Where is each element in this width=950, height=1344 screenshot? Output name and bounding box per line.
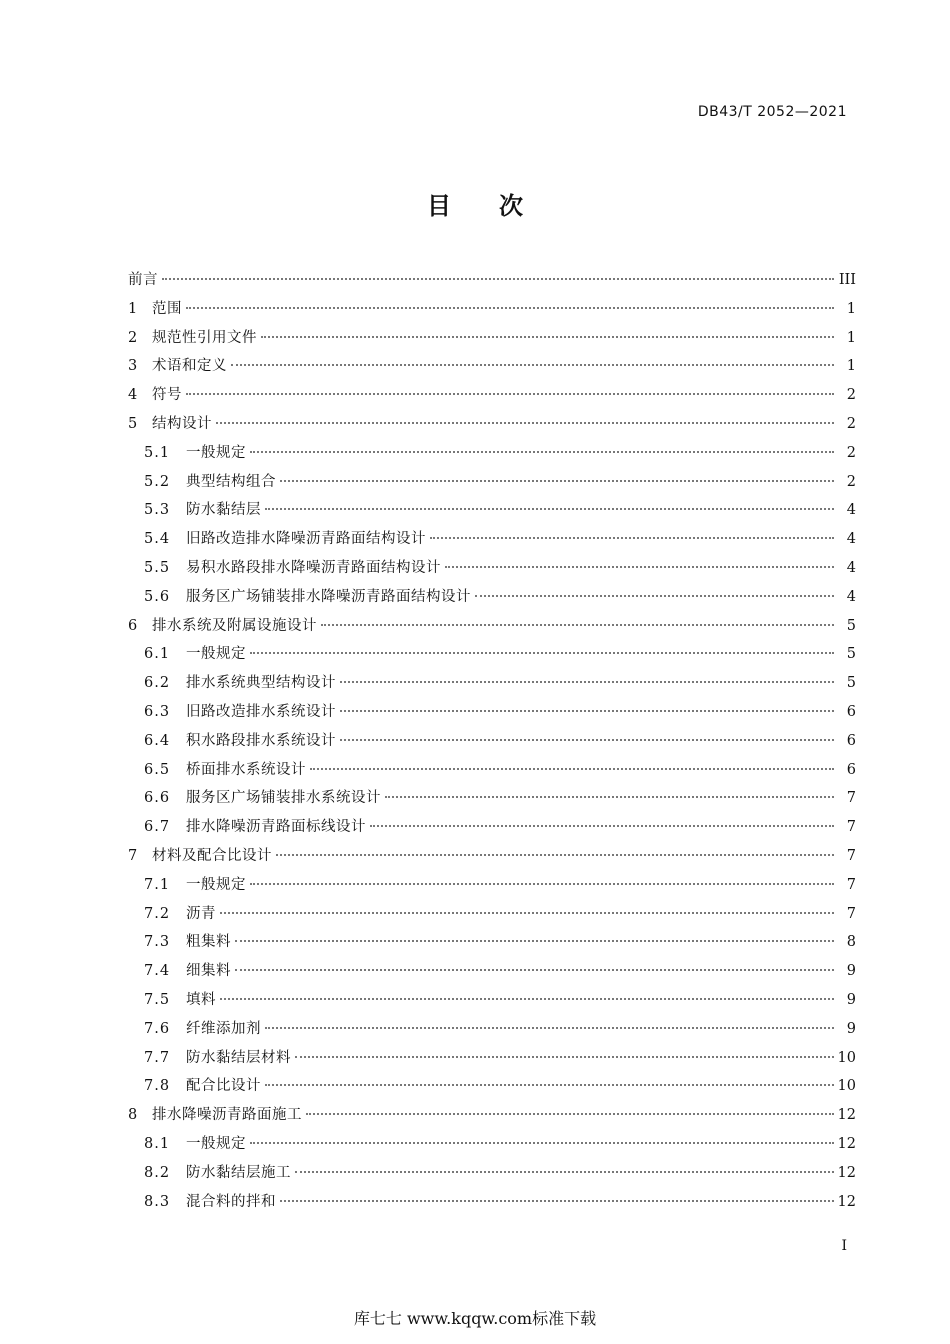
toc-entry-title: 填料 (186, 991, 216, 1008)
toc-entry-page: 7 (846, 847, 856, 864)
toc-entry-title: 前言 (128, 272, 158, 288)
toc-entry[interactable] (128, 1188, 856, 1217)
footer-watermark: 库七七 www.kqqw.com标准下载 (353, 1309, 597, 1328)
toc-entry[interactable] (128, 986, 856, 1015)
dot-leader (280, 1200, 834, 1202)
title-char-2: 次 (499, 192, 523, 220)
toc-entry-number: 6.7 (144, 819, 171, 836)
toc-entry[interactable] (128, 727, 856, 756)
toc-entry-number: 1 (128, 300, 138, 317)
toc-entry-page: 4 (846, 531, 856, 548)
toc-entry-page: 7 (846, 819, 856, 836)
toc-entry-number: 5.5 (144, 559, 171, 576)
toc-entry[interactable] (128, 756, 856, 785)
toc-entry-page: III (838, 272, 856, 288)
toc-entry[interactable] (128, 410, 856, 439)
toc-entry[interactable] (128, 439, 856, 468)
dot-leader (445, 566, 834, 568)
toc-entry-page: 2 (846, 473, 856, 490)
toc-entry-page: 8 (846, 934, 856, 951)
toc-entry-title: 排水降噪沥青路面标线设计 (186, 819, 366, 836)
toc-entry-title: 防水黏结层 (186, 502, 261, 519)
toc-entry-title: 符号 (152, 387, 182, 404)
toc-entry-number: 5.6 (144, 588, 171, 605)
toc-entry-title: 混合料的拌和 (186, 1193, 276, 1210)
toc-entry-title: 防水黏结层材料 (186, 1049, 291, 1066)
toc-entry-title: 配合比设计 (186, 1078, 261, 1095)
toc-entry[interactable] (128, 468, 856, 497)
dot-leader (370, 825, 834, 827)
toc-entry[interactable] (128, 784, 856, 813)
toc-entry-title: 一般规定 (186, 444, 246, 461)
toc-entry-page: 12 (837, 1164, 856, 1181)
toc-entry[interactable] (128, 266, 856, 295)
dot-leader (250, 1142, 834, 1144)
dot-leader (306, 1113, 834, 1115)
toc-entry-page: 2 (846, 387, 856, 404)
dot-leader (321, 624, 834, 626)
dot-leader (261, 336, 834, 338)
toc-entry-page: 1 (846, 329, 856, 346)
toc-entry-page: 6 (846, 761, 856, 778)
dot-leader (186, 393, 834, 395)
toc-entry-title: 材料及配合比设计 (152, 847, 272, 864)
toc-entry-title: 典型结构组合 (186, 473, 276, 490)
toc-entry-number: 6.5 (144, 761, 171, 778)
dot-leader (430, 537, 834, 539)
toc-entry-title: 范围 (152, 300, 182, 317)
toc-entry-number: 7.3 (144, 934, 171, 951)
toc-entry[interactable] (128, 295, 856, 324)
toc-entry-number: 8.1 (144, 1135, 171, 1152)
toc-entry-title: 服务区广场铺装排水系统设计 (186, 790, 381, 807)
toc-entry-number: 8.3 (144, 1193, 171, 1210)
toc-entry-page: 5 (846, 617, 856, 634)
toc-entry-title: 积水路段排水系统设计 (186, 732, 336, 749)
dot-leader (250, 883, 834, 885)
toc-entry[interactable] (128, 583, 856, 612)
dot-leader (235, 940, 834, 942)
toc-entry-page: 12 (837, 1193, 856, 1210)
page-number: I (841, 1238, 847, 1254)
toc-entry-number: 6.6 (144, 790, 171, 807)
toc-entry[interactable] (128, 324, 856, 353)
dot-leader (276, 854, 834, 856)
dot-leader (250, 652, 834, 654)
toc-entry-number: 6.3 (144, 703, 171, 720)
toc-entry-title: 一般规定 (186, 646, 246, 663)
toc-entry[interactable] (128, 900, 856, 929)
toc-entry-page: 5 (846, 675, 856, 692)
toc-entry-number: 4 (128, 387, 138, 404)
toc-entry-page: 1 (846, 300, 856, 317)
dot-leader (235, 969, 834, 971)
page-title (0, 186, 950, 221)
toc-entry-page: 10 (837, 1078, 856, 1095)
toc-entry[interactable] (128, 612, 856, 641)
toc-entry[interactable] (128, 698, 856, 727)
toc-entry-page: 2 (846, 415, 856, 432)
toc-entry-page: 9 (846, 991, 856, 1008)
toc-entry[interactable] (128, 352, 856, 381)
toc-entry[interactable] (128, 1159, 856, 1188)
dot-leader (310, 768, 834, 770)
toc-entry[interactable] (128, 496, 856, 525)
toc-entry-title: 术语和定义 (152, 358, 227, 375)
toc-entry-page: 6 (846, 703, 856, 720)
toc-entry-number: 8 (128, 1107, 138, 1124)
dot-leader (216, 422, 834, 424)
toc-entry-number: 5.2 (144, 473, 171, 490)
toc-entry-number: 7.7 (144, 1049, 171, 1066)
toc-entry[interactable] (128, 640, 856, 669)
toc-entry-page: 9 (846, 1020, 856, 1037)
toc-entry[interactable] (128, 669, 856, 698)
toc-entry-number: 6.4 (144, 732, 171, 749)
toc-entry-number: 5 (128, 415, 138, 432)
toc-entry-number: 7.5 (144, 991, 171, 1008)
toc-entry-page: 7 (846, 905, 856, 922)
toc-entry-number: 6.1 (144, 646, 171, 663)
toc-entry-title: 一般规定 (186, 1135, 246, 1152)
dot-leader (340, 681, 834, 683)
dot-leader (186, 307, 834, 309)
toc-entry-title: 排水系统典型结构设计 (186, 675, 336, 692)
dot-leader (231, 364, 834, 366)
toc-entry-title: 结构设计 (152, 415, 212, 432)
toc-entry[interactable] (128, 1130, 856, 1159)
dot-leader (220, 998, 834, 1000)
toc-entry-number: 5.4 (144, 531, 171, 548)
toc-entry-page: 7 (846, 876, 856, 893)
toc-entry[interactable] (128, 1101, 856, 1130)
toc-entry[interactable] (128, 554, 856, 583)
dot-leader (295, 1171, 834, 1173)
dot-leader (265, 1084, 834, 1086)
toc-entry-title: 一般规定 (186, 876, 246, 893)
toc-entry-title: 排水系统及附属设施设计 (152, 617, 317, 634)
toc-entry-number: 3 (128, 358, 138, 375)
toc-entry-title: 旧路改造排水降噪沥青路面结构设计 (186, 531, 426, 548)
toc-entry[interactable] (128, 813, 856, 842)
dot-leader (340, 710, 834, 712)
toc-entry-title: 沥青 (186, 905, 216, 922)
toc-entry-number: 5.3 (144, 502, 171, 519)
toc-entry-page: 2 (846, 444, 856, 461)
dot-leader (220, 912, 834, 914)
toc-entry[interactable] (128, 1015, 856, 1044)
toc-entry-number: 5.1 (144, 444, 171, 461)
title-char-1: 目 (427, 192, 451, 220)
toc-entry-title: 防水黏结层施工 (186, 1164, 291, 1181)
toc-entry[interactable] (128, 957, 856, 986)
toc-entry-title: 桥面排水系统设计 (186, 761, 306, 778)
toc-entry-page: 5 (846, 646, 856, 663)
dot-leader (475, 595, 834, 597)
table-of-contents (128, 266, 856, 1216)
toc-entry[interactable] (128, 842, 856, 871)
toc-entry-title: 旧路改造排水系统设计 (186, 703, 336, 720)
document-code: DB43/T 2052—2021 (697, 104, 847, 120)
toc-entry-title: 粗集料 (186, 934, 231, 951)
dot-leader (250, 451, 834, 453)
toc-entry-number: 6.2 (144, 675, 171, 692)
toc-entry[interactable] (128, 871, 856, 900)
toc-entry[interactable] (128, 1044, 856, 1073)
toc-entry-page: 7 (846, 790, 856, 807)
toc-entry-number: 7.8 (144, 1078, 171, 1095)
toc-entry-title: 纤维添加剂 (186, 1020, 261, 1037)
dot-leader (162, 278, 834, 280)
toc-entry-page: 4 (846, 588, 856, 605)
toc-entry-number: 8.2 (144, 1164, 171, 1181)
toc-entry-page: 6 (846, 732, 856, 749)
toc-entry-page: 12 (837, 1135, 856, 1152)
dot-leader (295, 1056, 834, 1058)
toc-entry-title: 排水降噪沥青路面施工 (152, 1107, 302, 1124)
toc-entry-title: 规范性引用文件 (152, 329, 257, 346)
dot-leader (340, 739, 834, 741)
toc-entry[interactable] (128, 525, 856, 554)
toc-entry-number: 6 (128, 617, 138, 634)
toc-entry[interactable] (128, 1072, 856, 1101)
toc-entry[interactable] (128, 928, 856, 957)
toc-entry-number: 7.6 (144, 1020, 171, 1037)
toc-entry-number: 2 (128, 329, 138, 346)
dot-leader (385, 796, 834, 798)
toc-entry-number: 7.2 (144, 905, 171, 922)
toc-entry-page: 1 (846, 358, 856, 375)
toc-entry-page: 10 (837, 1049, 856, 1066)
toc-entry-number: 7 (128, 847, 138, 864)
toc-entry-page: 4 (846, 559, 856, 576)
toc-entry-page: 9 (846, 963, 856, 980)
toc-entry-title: 易积水路段排水降噪沥青路面结构设计 (186, 559, 441, 576)
toc-entry-title: 服务区广场铺装排水降噪沥青路面结构设计 (186, 588, 471, 605)
dot-leader (265, 508, 834, 510)
toc-entry-title: 细集料 (186, 963, 231, 980)
toc-entry-page: 4 (846, 502, 856, 519)
toc-entry-page: 12 (837, 1107, 856, 1124)
dot-leader (265, 1027, 834, 1029)
toc-entry-number: 7.1 (144, 876, 171, 893)
toc-entry-number: 7.4 (144, 963, 171, 980)
toc-entry[interactable] (128, 381, 856, 410)
dot-leader (280, 480, 834, 482)
